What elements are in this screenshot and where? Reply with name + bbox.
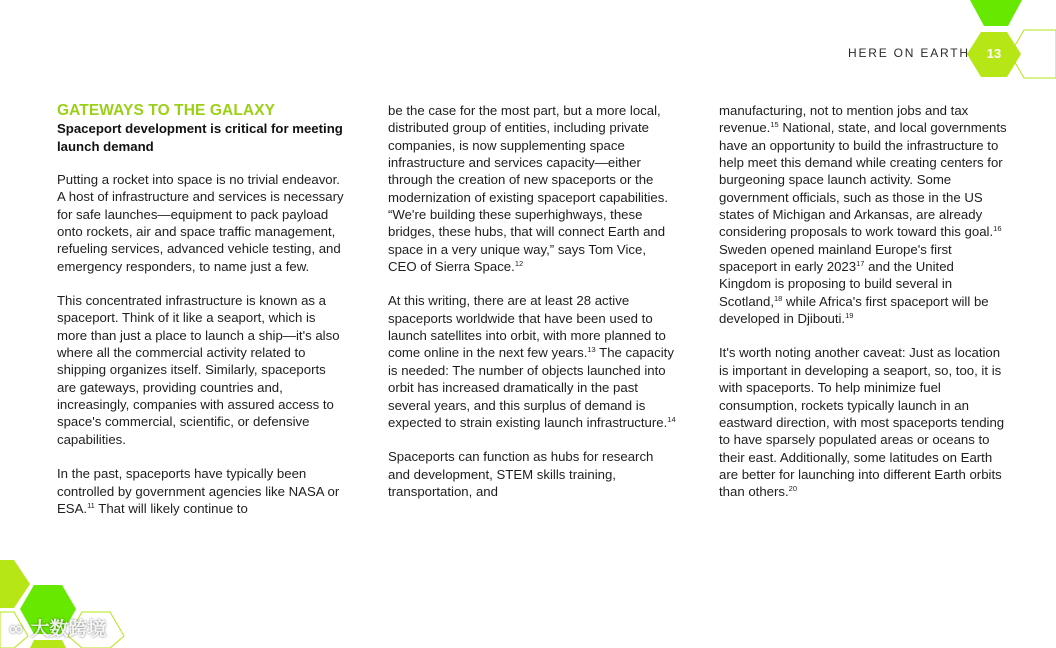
paragraph: be the case for the most part, but a more local, distributed group of entities, including private companies, is now supplementing space infrastructure and services capacity—either through the creation of new spaceports or the modernization of existing spaceport capabilities. “We're building these superhighways, these bridges, these hubs, that will connect Earth and space in a very unique way,” says Tom Vice, CEO of Sierra Space.$^{12}$ xyxy=(388,103,669,275)
section-heading: GATEWAYS TO THE GALAXY xyxy=(57,102,276,119)
footnote-ref[interactable]: 11 xyxy=(87,500,95,510)
section-subheading: Spaceport development is critical for meeting launch demand xyxy=(57,121,343,154)
footnote-ref[interactable]: 16 xyxy=(993,224,1002,234)
paragraph: At this writing, there are at least 28 active spaceports worldwide that have been used to launch satellites into orbit, with more planned to come online in the next few years.$^{13}$ The capacity is needed: The number of objects launched into orbit has increased dramatically in the past several years, and this surplus of demand is expected to strain existing launch infrastructure.$^{14}$ xyxy=(388,293,676,430)
footnote-ref[interactable]: 19 xyxy=(845,311,854,321)
section-label: HERE ON EARTH xyxy=(848,46,970,60)
footnote-ref[interactable]: 15 xyxy=(770,120,779,130)
footnote-ref[interactable]: 20 xyxy=(788,484,797,494)
footnote-ref[interactable]: 17 xyxy=(856,259,865,269)
hexagon-top-right-upper xyxy=(970,0,1022,26)
paragraph: manufacturing, not to mention jobs and tax revenue.$^{15}$ National, state, and local governments have an opportunity to build the infrastructure to help meet this demand while creating centers for burgeoning space launch activity. Some government officials, such as those in the US states of Michigan and Arkansas, are already considering proposals to work toward this goal.$^{16}$ Sweden opened mainland Europe's first spaceport in early 2023$^{17}$ and the United Kingdom is proposing to build several in Scotland,$^{18}$ while Africa's first spaceport will be developed in Djibouti.$^{19}$ xyxy=(719,103,1007,327)
paragraph: Spaceports can function as hubs for research and development, STEM skills training, transportation, and xyxy=(388,449,654,499)
footnote-ref[interactable]: 14 xyxy=(667,414,676,424)
hexagon-bottom-left-lower xyxy=(30,640,66,648)
text-column-1 xyxy=(57,102,347,534)
page-number: 13 xyxy=(986,46,1002,61)
paragraph: It's worth noting another caveat: Just as location is important in developing a seaport, so, too, it is with spaceports. To help minimize fuel consumption, rockets typically launch in an eastward direction, with most spaceports tending to have sparsely populated areas or oceans to their east. Additionally, some latitudes on Earth are better for launching into different Earth orbits than others.$^{20}$ xyxy=(719,345,1005,500)
watermark: ∞ 大数跨境 xyxy=(8,618,107,640)
footnote-ref[interactable]: 13 xyxy=(587,345,596,355)
paragraph: In the past, spaceports have typically been controlled by government agencies like NASA or ESA.$^{11}$ That will likely continue to xyxy=(57,466,340,516)
paragraph: This concentrated infrastructure is known as a spaceport. Think of it like a seaport, which is more than just a place to launch a ship—it's also where all the commercial activity related to shipping organizes itself. Similarly, spaceports are gateways, providing countries and, increasingly, companies with assured access to space's commercial, scientific, or defensive capabilities. xyxy=(57,293,340,447)
text-column-2 xyxy=(388,102,678,517)
footnote-ref[interactable]: 18 xyxy=(774,293,783,303)
infinity-logo-icon: ∞ xyxy=(8,618,31,640)
footnote-ref[interactable]: 12 xyxy=(514,259,524,269)
paragraph: Putting a rocket into space is no trivial endeavor. A host of infrastructure and services is necessary for safe launches—equipment to pack payload onto rockets, air and space traffic management, refueling services, advanced vehicle testing, and emergency responders, to name just a few. xyxy=(57,172,344,274)
text-column-3 xyxy=(719,102,1009,518)
